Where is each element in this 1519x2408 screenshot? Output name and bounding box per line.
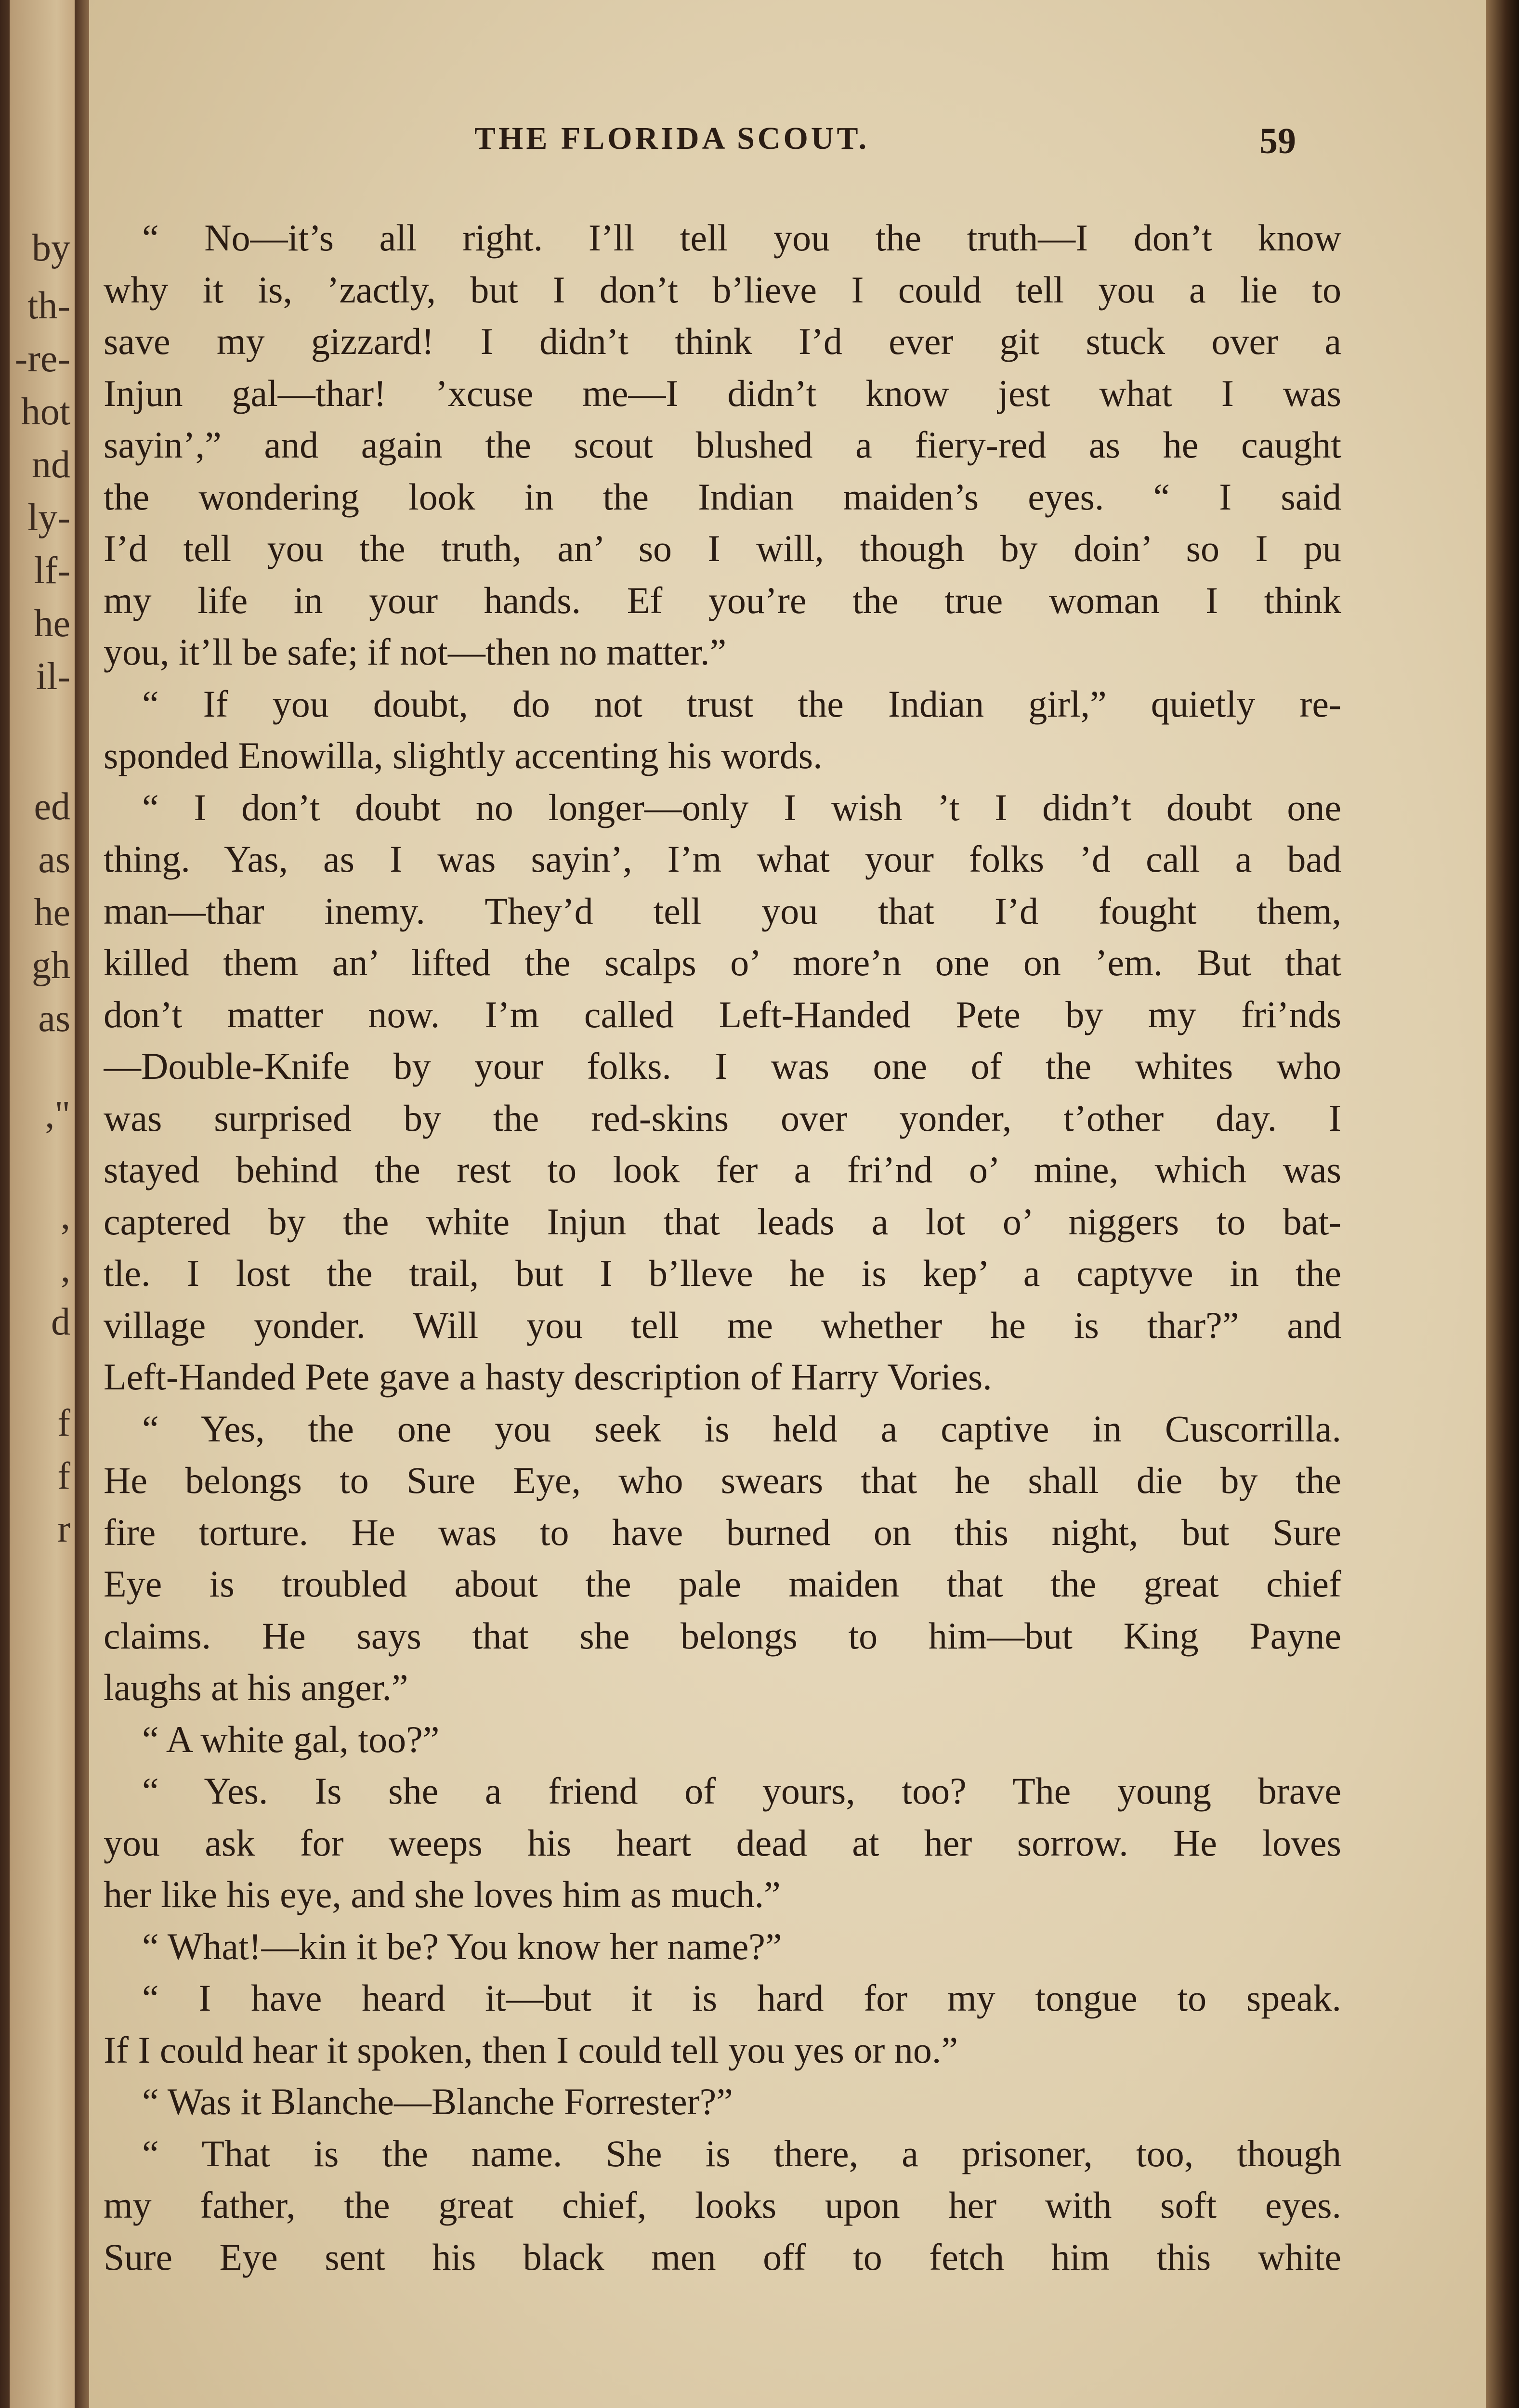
text-line: you, it’ll be safe; if not—then no matter.” — [104, 631, 727, 673]
book-page — [89, 0, 1486, 2408]
prev-fragment: , — [61, 1248, 70, 1290]
text-line: He belongs to Sure Eye, who swears that he shall die by the — [104, 1459, 1341, 1501]
page-edge-shadow — [1486, 0, 1519, 2408]
prev-fragment: d — [51, 1301, 70, 1343]
prev-fragment: f — [57, 1402, 70, 1444]
text-line: “ If you doubt, do not trust the Indian girl,” quietly re- — [142, 682, 1341, 725]
text-line: was surprised by the red-skins over yonder, t’other day. I — [104, 1097, 1341, 1139]
text-line: killed them an’ lifted the scalps o’ more’n one on ’em. But that — [104, 942, 1341, 983]
prev-fragment: -re- — [14, 338, 70, 380]
prev-fragment: th- — [27, 285, 70, 327]
text-line: tle. I lost the trail, but I b’lleve he is kep’ a captyve in the — [104, 1252, 1341, 1294]
text-line: “ I have heard it—but it is hard for my tongue to speak. — [142, 1977, 1341, 2019]
prev-fragment: as — [38, 838, 70, 881]
text-line: my life in your hands. Ef you’re the true woman I think — [104, 579, 1341, 621]
prev-fragment: as — [38, 997, 70, 1040]
prev-fragment: il- — [36, 655, 70, 698]
text-line: —Double-Knife by your folks. I was one of the whites who — [104, 1045, 1341, 1087]
text-line: Eye is troubled about the pale maiden that the great chief — [104, 1563, 1341, 1605]
running-title: THE FLORIDA SCOUT. — [474, 121, 870, 156]
text-line: man—thar inemy. They’d tell you that I’d fought them, — [104, 890, 1341, 932]
prev-fragment: by — [32, 227, 70, 269]
text-line: I’d tell you the truth, an’ so I will, though by doin’ so I pu — [104, 527, 1341, 569]
prev-fragment: gh — [32, 944, 70, 987]
text-line: fire torture. He was to have burned on this night, but Sure — [104, 1511, 1341, 1553]
text-line: captered by the white Injun that leads a lot o’ niggers to bat- — [104, 1200, 1341, 1243]
text-line: stayed behind the rest to look fer a fri’nd o’ mine, which was — [104, 1149, 1341, 1191]
prev-fragment: he — [34, 891, 70, 934]
text-line: village yonder. Will you tell me whether he is thar?” and — [104, 1304, 1341, 1346]
text-line: Sure Eye sent his black men off to fetch him this white — [104, 2236, 1341, 2278]
prev-fragment: hot — [21, 391, 70, 433]
text-line: If I could hear it spoken, then I could tell you yes or no.” — [104, 2028, 958, 2071]
text-line: “ Yes, the one you seek is held a captive in Cuscorrilla. — [142, 1407, 1341, 1450]
page-gutter — [75, 0, 89, 2408]
text-line: laughs at his anger.” — [104, 1666, 408, 1708]
prev-fragment: ly- — [27, 497, 70, 539]
prev-fragment: r — [57, 1508, 70, 1550]
text-line: thing. Yas, as I was sayin’, I’m what your folks ’d call a bad — [104, 838, 1341, 880]
text-line: sayin’,” and again the scout blushed a fiery-red as he caught — [104, 424, 1341, 466]
text-line: Left-Handed Pete gave a hasty description of Harry Vories. — [104, 1356, 992, 1398]
body-text — [104, 212, 1341, 2283]
prev-fragment: , — [61, 1195, 70, 1237]
prev-fragment: ," — [45, 1094, 70, 1136]
prev-fragment: nd — [32, 444, 70, 486]
text-line: “ No—it’s all right. I’ll tell you the truth—I don’t know — [142, 217, 1341, 259]
text-line: “ Yes. Is she a friend of yours, too? The young brave — [142, 1770, 1341, 1812]
text-line: don’t matter now. I’m called Left-Handed Pete by my fri’nds — [104, 993, 1341, 1035]
text-line: Injun gal—thar! ’xcuse me—I didn’t know jest what I was — [104, 372, 1341, 414]
text-line: “ That is the name. She is there, a prisoner, too, though — [142, 2132, 1341, 2174]
text-line: sponded Enowilla, slightly accenting his words. — [104, 734, 823, 776]
text-line: “ I don’t doubt no longer—only I wish ’t I didn’t doubt one — [142, 786, 1341, 828]
text-line: why it is, ’zactly, but I don’t b’lieve I could tell you a lie to — [104, 268, 1341, 311]
text-line: you ask for weeps his heart dead at her sorrow. He loves — [104, 1821, 1341, 1864]
text-line: her like his eye, and she loves him as much.” — [104, 1873, 781, 1915]
previous-page-edge — [10, 0, 77, 2408]
prev-fragment: f — [57, 1455, 70, 1497]
text-line: “ What!—kin it be? You know her name?” — [142, 1925, 782, 1967]
text-line: “ Was it Blanche—Blanche Forrester?” — [142, 2081, 733, 2122]
text-line: save my gizzard! I didn’t think I’d ever git stuck over a — [104, 320, 1341, 362]
prev-fragment: ed — [34, 785, 70, 828]
prev-fragment: he — [34, 602, 70, 645]
page-number: 59 — [1259, 121, 1296, 161]
text-line: “ A white gal, too?” — [142, 1718, 440, 1760]
prev-fragment: lf- — [34, 550, 70, 592]
text-line: my father, the great chief, looks upon her with soft eyes. — [104, 2184, 1341, 2226]
text-line: the wondering look in the Indian maiden’s eyes. “ I said — [104, 475, 1341, 518]
text-line: claims. He says that she belongs to him—but King Payne — [104, 1614, 1341, 1657]
running-head — [89, 120, 1486, 173]
